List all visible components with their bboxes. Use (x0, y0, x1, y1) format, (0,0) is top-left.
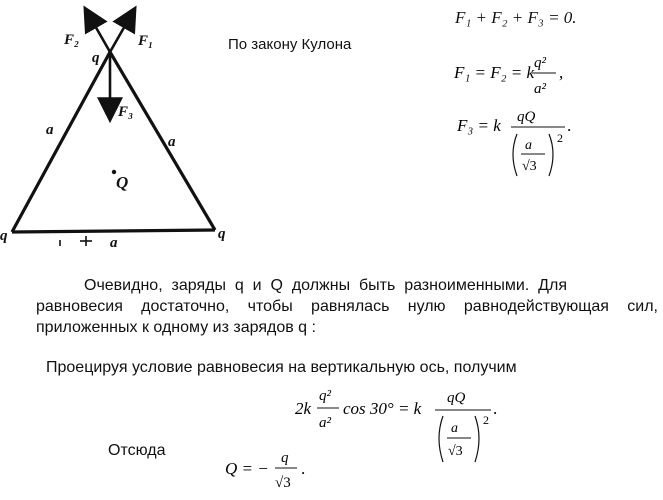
eq4-lhs-numerator: q² (319, 388, 331, 404)
paragraph1-line1: Очевидно, заряды q и Q должны быть разноименными. Для (84, 277, 567, 294)
eq2-numerator: q² (534, 55, 546, 71)
eq4-tail: . (493, 399, 498, 418)
triangle-right-side (110, 52, 215, 230)
equation-force-sum: F₁ + F₂ + F₃ = 0. (455, 8, 577, 27)
label-q-top: q (92, 50, 100, 66)
eq5-denominator: √3 (275, 475, 291, 491)
eq3-power: 2 (557, 131, 563, 145)
eq3-left-paren (513, 134, 517, 176)
eq5-lhs: Q = − (225, 459, 269, 478)
paragraph1-line2: равновесия достаточно, чтобы равнялась нулю равнодействующая сил, (36, 298, 658, 315)
label-f2: F₂ (64, 32, 80, 48)
eq4-inner-denominator: √3 (448, 444, 463, 459)
label-f1: F₁ (138, 33, 154, 49)
label-f3: F₃ (118, 104, 134, 120)
paragraph-projection: Проецируя условие равновесия на вертикальную ось, получим (46, 359, 517, 376)
label-center-charge: Q (116, 173, 129, 192)
eq4-rhs-numerator: qQ (447, 390, 466, 406)
equation-result (225, 450, 345, 500)
charge-triangle-diagram (0, 0, 240, 260)
paragraph-opposite-charges (36, 275, 658, 338)
label-bottom-side: a (110, 235, 118, 251)
eq5-tail: . (301, 459, 306, 478)
eq2-tail: , (559, 63, 564, 82)
paragraph1-line3: приложенных к одному из зарядов q : (36, 319, 316, 336)
label-side-right: a (168, 134, 176, 150)
hence-label: Отсюда (108, 442, 166, 459)
eq2-denominator: a² (534, 81, 546, 97)
eq3-inner-denominator: √3 (522, 159, 537, 174)
triangle-left-side (12, 52, 110, 232)
eq3-right-paren (549, 134, 553, 176)
eq3-tail: . (567, 116, 572, 135)
eq2-lhs: F₁ = F₂ = k (454, 63, 535, 82)
label-side-left: a (46, 122, 54, 138)
eq3-lhs: F₃ = k (457, 116, 501, 135)
eq4-power: 2 (483, 413, 489, 427)
eq3-numerator: qQ (517, 109, 536, 125)
eq4-lhs-denominator: a² (319, 415, 331, 431)
law-caption: По закону Кулона (228, 36, 352, 53)
label-q-left: q (0, 228, 8, 244)
equation-f1-f2 (452, 46, 612, 106)
equation-f3 (455, 106, 615, 186)
eq4-right-paren (475, 416, 479, 462)
force-f1-arrow (110, 10, 134, 52)
force-f2-arrow (86, 10, 110, 52)
eq4-coef: 2k (295, 399, 312, 418)
eq3-inner-numerator: a (525, 138, 532, 153)
eq5-numerator: q (281, 450, 289, 466)
eq4-cos: cos 30° = k (343, 399, 422, 418)
label-q-right: q (218, 226, 226, 242)
eq4-left-paren (439, 416, 443, 462)
triangle-base (12, 230, 215, 232)
eq4-inner-numerator: a (451, 421, 458, 436)
